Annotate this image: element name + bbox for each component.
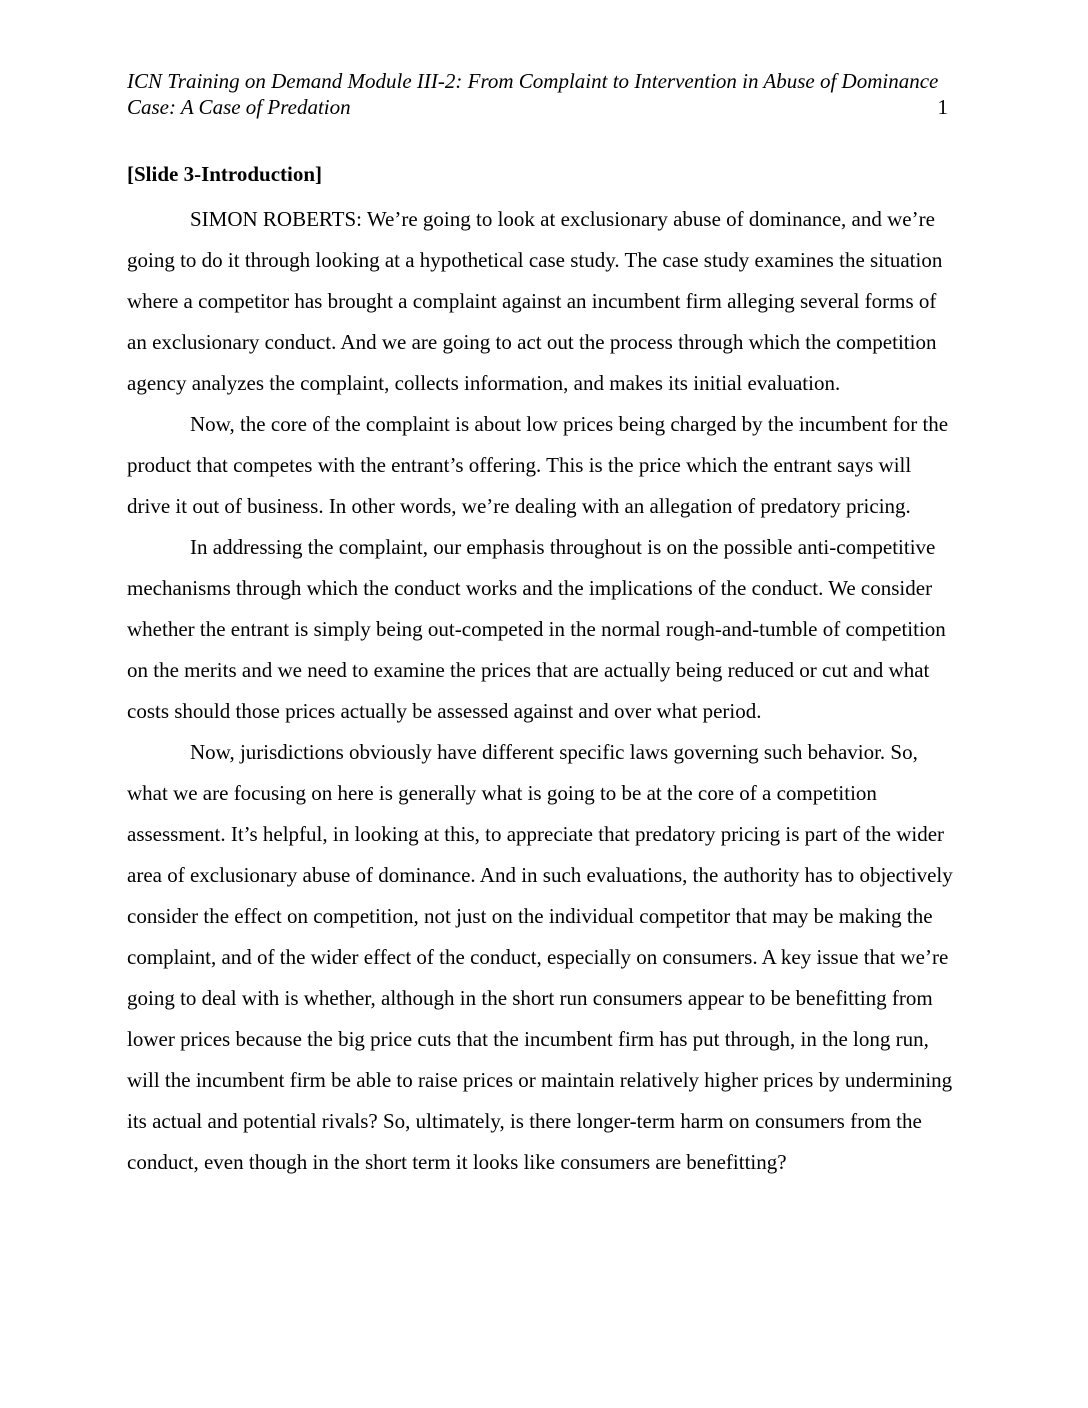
page-number: 1 [937,95,948,119]
header-line-2: Case: A Case of Predation [127,95,351,119]
paragraph: Now, the core of the complaint is about low prices being charged by the incumbent for the product that competes with the entrant’s offering. This is the price which the entrant says will drive it out of business. In other words, we’re dealing with an allegation of predatory pricing. [127,412,949,518]
paragraph: Now, jurisdictions obviously have different specific laws governing such behavior. So, what we are focusing on here is generally what is going to be at the core of a competition assessment. It’s helpful, in looking at this, to appreciate that predatory pricing is part of the wider area of exclusionary abuse of dominance. And in such evaluations, the authority has to objectively consider the effect on competition, not just on the individual competitor that may be making the complaint, and of the wider effect of the conduct, especially on consumers. A key issue that we’re going to deal with is whether, although in the short run consumers appear to be benefitting from lower prices because the big price cuts that the incumbent firm has put through, in the long run, will the incumbent firm be able to raise prices or maintain relatively higher prices by undermining its actual and potential rivals? So, ultimately, is there longer-term harm on consumers from the conduct, even though in the short term it looks like consumers are benefitting? [127,740,953,1174]
page-content [127,68,958,1183]
paragraph: In addressing the complaint, our emphasis throughout is on the possible anti-competitive mechanisms through which the conduct works and the implications of the conduct. We consider whether the entrant is simply being out-competed in the normal rough-and-tumble of competition on the merits and we need to examine the prices that are actually being reduced or cut and what costs should those prices actually be assessed against and over what period. [127,535,946,723]
running-header [127,68,958,120]
header-line-1: ICN Training on Demand Module III-2: From Complaint to Intervention in Abuse of Dominance [127,69,939,93]
paragraph: SIMON ROBERTS: We’re going to look at exclusionary abuse of dominance, and we’re going to do it through looking at a hypothetical case study. The case study examines the situation where a competitor has brought a complaint against an incumbent firm alleging several forms of an exclusionary conduct. And we are going to act out the process through which the competition agency analyzes the complaint, collects information, and makes its initial evaluation. [127,207,943,395]
section-heading: [Slide 3-Introduction] [127,162,323,186]
